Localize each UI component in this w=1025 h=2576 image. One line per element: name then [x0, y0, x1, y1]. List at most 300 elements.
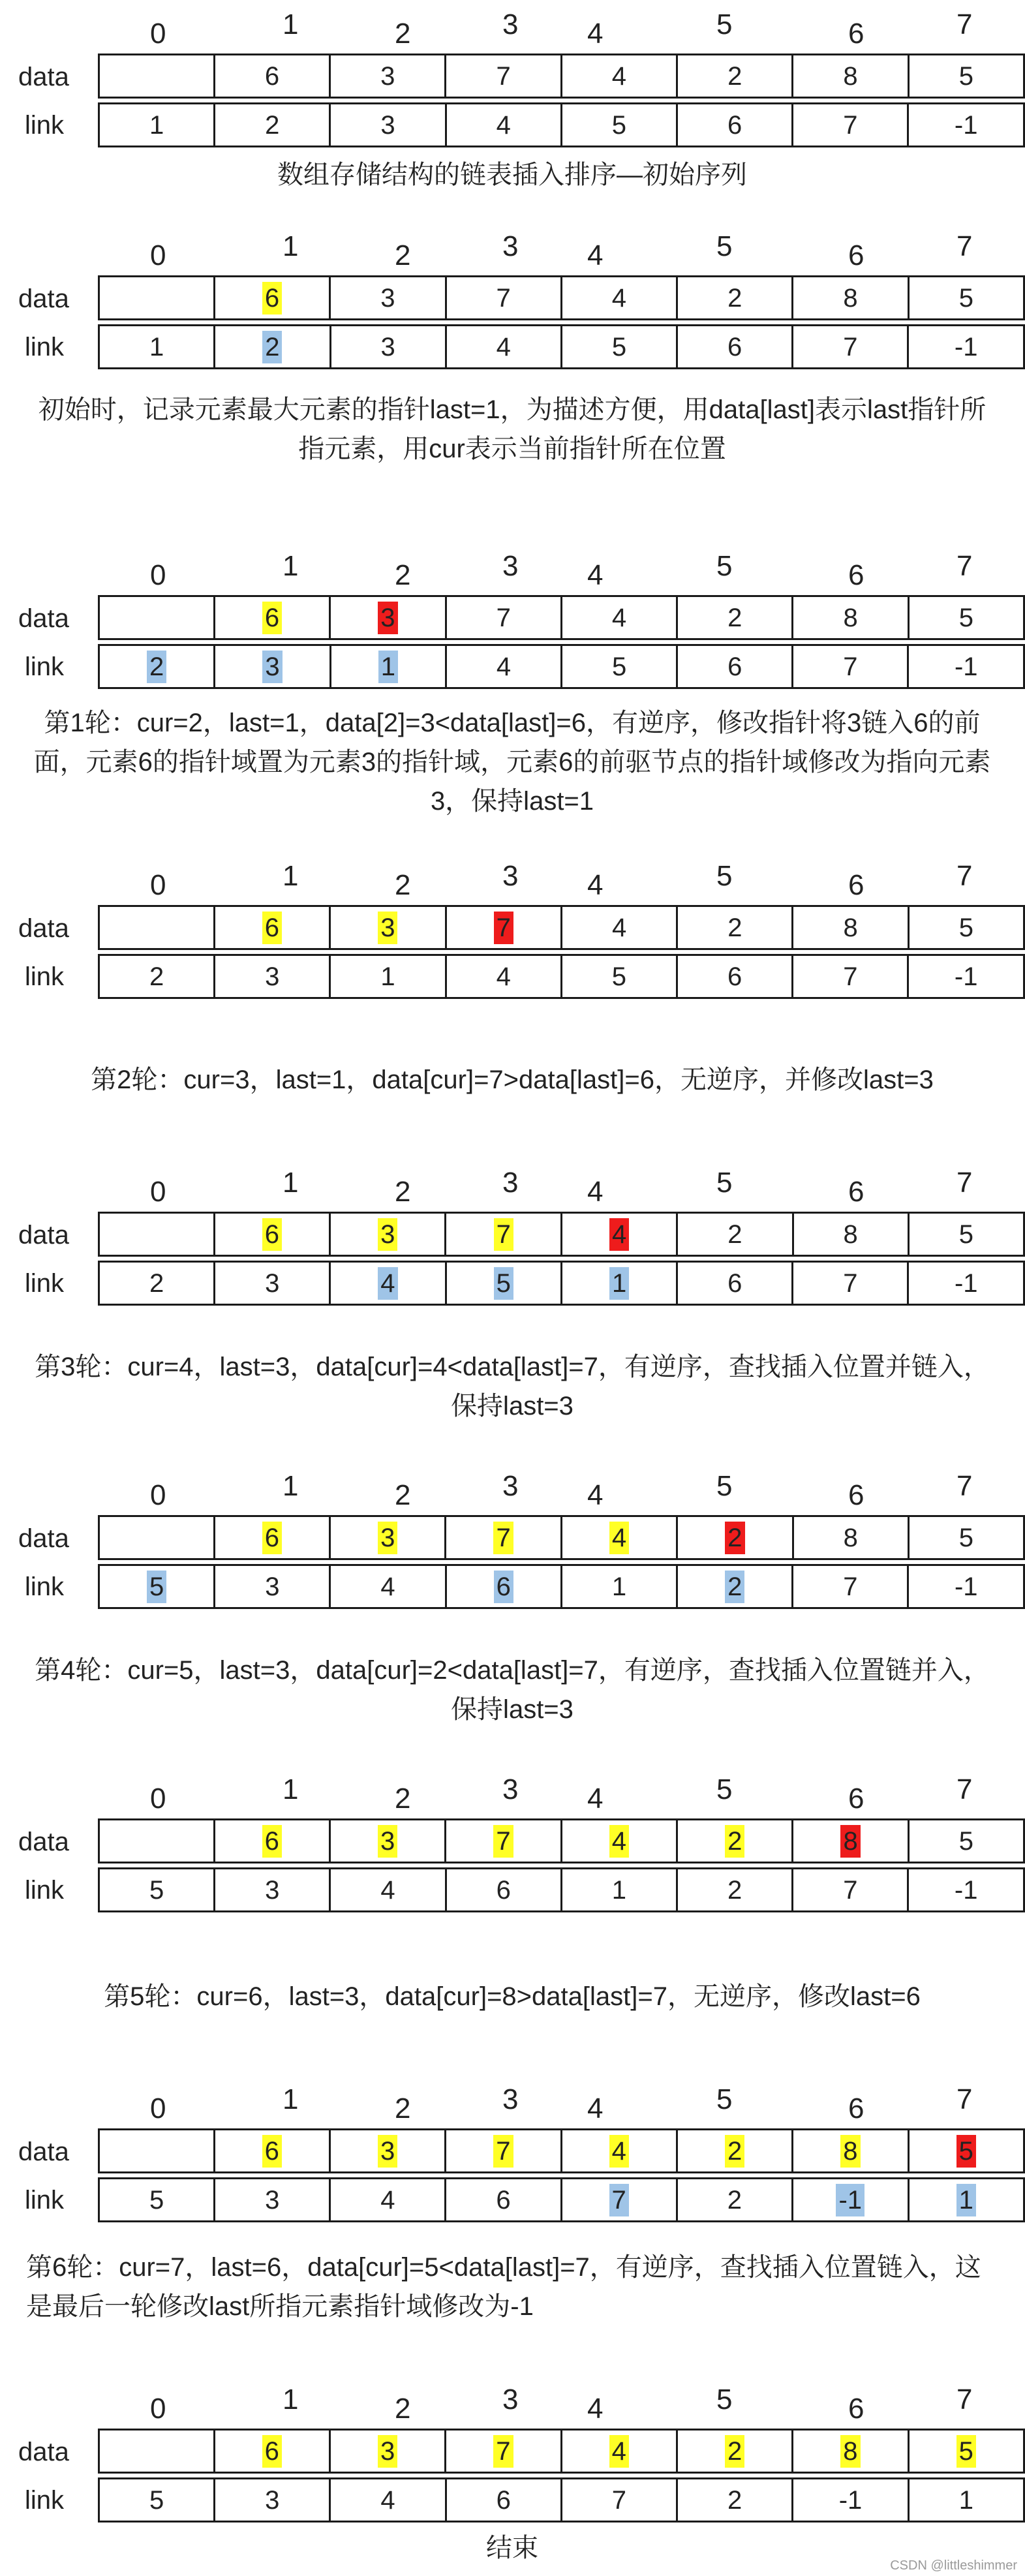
data-value: 5 [958, 1219, 973, 1249]
data-cell [908, 1213, 1024, 1256]
data-value: 6 [262, 602, 282, 634]
index-label-5: 5 [716, 1470, 733, 1502]
link-value: 7 [843, 332, 858, 361]
watermark: CSDN @littleshimmer [890, 2558, 1017, 2573]
data-cell [99, 277, 215, 320]
data-value: 5 [958, 61, 973, 91]
index-label-5: 5 [716, 860, 733, 892]
data-cell [330, 1516, 446, 1559]
index-label-5: 5 [716, 230, 733, 262]
data-cell [99, 55, 215, 98]
link-cell [99, 2479, 215, 2522]
link-cell [793, 104, 908, 147]
index-label-0: 0 [150, 1783, 166, 1815]
index-label-3: 3 [502, 8, 519, 40]
data-cell [908, 55, 1024, 98]
data-cell [99, 1820, 215, 1863]
data-cell [446, 1516, 561, 1559]
step-6 [0, 1765, 1025, 1905]
row-label-link: link [25, 111, 65, 140]
link-array [98, 1867, 1025, 1912]
data-value: 4 [609, 1218, 629, 1251]
link-value: 6 [727, 652, 742, 681]
index-label-6: 6 [848, 559, 864, 591]
data-value: 2 [727, 1219, 742, 1249]
link-value: 5 [611, 110, 627, 140]
index-label-5: 5 [716, 2384, 733, 2415]
link-value: 4 [378, 1267, 397, 1300]
data-cell [677, 1516, 793, 1559]
link-value: 3 [265, 962, 280, 991]
step-caption: 第6轮：cur=7，last=6，data[cur]=5<data[last]=7，有逆序，查找插入位置链入，这是最后一轮修改last所指元素指针域修改为-1 [26, 2253, 981, 2321]
link-value: 4 [496, 652, 512, 681]
index-label-0: 0 [150, 1176, 166, 1208]
data-cell [330, 596, 446, 639]
link-value: 7 [609, 2184, 629, 2216]
link-cell [99, 326, 215, 369]
link-value: 6 [496, 2185, 511, 2215]
link-value: 2 [727, 2185, 742, 2215]
link-value: 2 [725, 1571, 744, 1603]
link-cell [677, 1869, 793, 1912]
data-value: 2 [725, 1825, 744, 1858]
link-value: -1 [838, 2485, 863, 2515]
link-cell [446, 2179, 561, 2222]
index-label-4: 4 [587, 1176, 604, 1208]
link-array [98, 2177, 1025, 2222]
link-value: 6 [496, 1875, 511, 1905]
step-caption: 第4轮：cur=5，last=3，data[cur]=2<data[last]=7，有逆序，查找插入位置链并入，保持last=3 [35, 1656, 990, 1724]
index-label-1: 1 [283, 1773, 299, 1805]
data-value: 8 [840, 2135, 860, 2168]
index-label-1: 1 [283, 550, 299, 582]
step-8 [0, 2375, 1025, 2515]
index-label-3: 3 [502, 2384, 519, 2415]
index-label-7: 7 [956, 860, 973, 892]
link-cell [99, 1262, 215, 1305]
step-4 [0, 1158, 1025, 1298]
link-cell [561, 1869, 677, 1912]
link-cell [908, 1869, 1024, 1912]
data-value: 5 [958, 1523, 974, 1552]
link-value: 6 [727, 110, 742, 140]
data-value: 4 [611, 283, 627, 313]
step-1 [0, 222, 1025, 361]
link-cell [215, 104, 330, 147]
row-label-link: link [25, 1572, 65, 1601]
link-cell [908, 955, 1024, 998]
index-label-6: 6 [848, 18, 864, 50]
data-value: 6 [264, 61, 280, 91]
data-value: 3 [380, 283, 395, 313]
data-cell [330, 906, 446, 949]
step-caption: 第2轮：cur=3，last=1，data[cur]=7>data[last]=6，无逆序，并修改last=3 [91, 1066, 934, 1094]
data-value: 8 [840, 1825, 860, 1858]
data-value: 7 [494, 912, 513, 944]
data-value: 8 [843, 913, 858, 942]
link-cell [215, 645, 330, 688]
data-cell [677, 596, 793, 639]
data-value: 4 [609, 1825, 629, 1858]
data-cell [214, 1820, 329, 1863]
data-cell [562, 906, 677, 949]
link-value: 7 [611, 2485, 627, 2515]
data-value: 6 [262, 1218, 282, 1251]
row-label-link: link [25, 2186, 65, 2215]
data-value: 4 [611, 603, 627, 632]
link-cell [793, 645, 908, 688]
data-cell [908, 277, 1024, 320]
data-value: 2 [727, 913, 742, 942]
data-array [98, 2429, 1025, 2474]
index-label-4: 4 [587, 559, 604, 591]
data-value: 6 [262, 2135, 282, 2168]
step-0 [0, 0, 1025, 140]
link-value: 6 [494, 1571, 513, 1603]
data-value: 6 [262, 912, 282, 944]
data-cell [446, 55, 561, 98]
index-label-5: 5 [716, 2083, 733, 2115]
link-value: 5 [494, 1267, 513, 1300]
link-value: -1 [954, 332, 978, 361]
data-value: 4 [611, 61, 626, 91]
data-cell [561, 1820, 677, 1863]
link-cell [793, 955, 908, 998]
data-cell [99, 1213, 215, 1256]
link-value: 4 [496, 962, 511, 991]
link-cell [561, 104, 677, 147]
row-label-data: data [18, 2138, 69, 2166]
index-label-1: 1 [283, 1167, 299, 1199]
data-cell [446, 596, 561, 639]
link-cell [561, 2479, 677, 2522]
data-value: 7 [493, 2135, 513, 2168]
link-value: 6 [727, 332, 742, 361]
data-cell [793, 1516, 908, 1559]
data-cell [330, 1213, 446, 1256]
data-cell [793, 596, 908, 639]
step-caption: 结束 [486, 2534, 538, 2562]
data-value: 3 [378, 912, 397, 944]
step-caption: 第1轮：cur=2，last=1，data[2]=3<data[last]=6，有逆序，修改指针将3链入6的前面，元素6的指针域置为元素3的指针域，元素6的前驱节点的指针域修改为指向元素3，保持last=1 [33, 709, 991, 816]
index-label-6: 6 [848, 1176, 864, 1208]
link-cell [908, 326, 1024, 369]
data-cell [677, 906, 793, 949]
link-value: 1 [956, 2184, 976, 2216]
link-value: 7 [843, 1572, 858, 1601]
data-array [98, 905, 1025, 950]
data-cell [793, 906, 908, 949]
link-value: 4 [380, 2185, 395, 2215]
data-value: 5 [958, 283, 973, 313]
link-array [98, 1564, 1025, 1609]
row-label-data: data [18, 914, 69, 943]
link-cell [330, 1262, 446, 1305]
link-value: 3 [265, 2485, 280, 2515]
link-value: 5 [149, 1875, 164, 1905]
link-value: 7 [843, 110, 858, 140]
index-label-4: 4 [587, 18, 604, 50]
step-caption: 数组存储结构的链表插入排序—初始序列 [277, 161, 747, 189]
link-cell [446, 1869, 561, 1912]
data-cell [677, 277, 793, 320]
link-cell [99, 104, 215, 147]
row-label-data: data [18, 63, 69, 91]
link-cell [561, 2179, 677, 2222]
link-cell [215, 1262, 330, 1305]
data-value: 3 [378, 2135, 397, 2168]
index-label-7: 7 [956, 2384, 973, 2415]
link-cell [330, 645, 446, 688]
link-cell [446, 1565, 561, 1608]
data-cell [793, 1820, 908, 1863]
data-value: 2 [727, 61, 742, 91]
data-array [98, 1212, 1025, 1257]
data-cell [561, 1213, 677, 1256]
data-cell [329, 2130, 445, 2173]
link-value: 2 [147, 651, 166, 683]
data-value: 3 [378, 602, 397, 634]
data-value: 2 [725, 2435, 744, 2468]
data-value: 8 [843, 603, 858, 632]
link-value: -1 [954, 652, 978, 681]
data-cell [908, 596, 1024, 639]
data-cell [329, 2430, 445, 2473]
link-cell [677, 645, 793, 688]
data-cell [214, 2130, 329, 2173]
data-cell [446, 1820, 561, 1863]
data-value: 3 [378, 1218, 397, 1251]
link-cell [99, 645, 215, 688]
link-value: 7 [843, 1268, 858, 1298]
data-cell [330, 277, 446, 320]
link-cell [561, 955, 677, 998]
link-cell [446, 2479, 561, 2522]
index-label-4: 4 [587, 1783, 604, 1815]
index-label-1: 1 [283, 8, 299, 40]
step-7 [0, 2075, 1025, 2215]
link-value: -1 [954, 1875, 978, 1905]
index-label-0: 0 [150, 239, 166, 271]
index-label-5: 5 [716, 8, 733, 40]
data-cell [446, 1213, 561, 1256]
link-value: -1 [954, 1572, 978, 1601]
link-cell [908, 1565, 1024, 1608]
data-value: 6 [262, 1522, 282, 1554]
link-array [98, 102, 1025, 147]
link-cell [99, 1869, 215, 1912]
data-value: 7 [496, 61, 511, 91]
data-cell [561, 596, 677, 639]
index-label-0: 0 [150, 1479, 166, 1511]
link-value: -1 [836, 2184, 864, 2216]
index-label-7: 7 [956, 8, 973, 40]
index-label-6: 6 [848, 1479, 864, 1511]
link-cell [908, 1262, 1024, 1305]
data-array [98, 595, 1025, 640]
link-cell [908, 2179, 1024, 2222]
link-cell [677, 1262, 793, 1305]
index-label-2: 2 [395, 1479, 411, 1511]
data-cell [677, 1820, 793, 1863]
data-value: 7 [493, 1825, 513, 1858]
link-cell [446, 326, 561, 369]
index-label-4: 4 [587, 1479, 604, 1511]
index-label-1: 1 [283, 2083, 299, 2115]
link-cell [562, 645, 677, 688]
link-cell [446, 955, 561, 998]
link-value: 5 [149, 2485, 164, 2515]
link-value: 2 [265, 110, 280, 140]
step-5 [0, 1462, 1025, 1601]
data-cell [99, 1516, 215, 1559]
link-value: 2 [262, 331, 282, 363]
index-label-1: 1 [283, 2384, 299, 2415]
step-caption: 第3轮：cur=4，last=3，data[cur]=4<data[last]=7，有逆序，查找插入位置并链入，保持last=3 [35, 1353, 990, 1420]
data-cell [214, 277, 329, 320]
link-value: 4 [496, 110, 511, 140]
link-cell [99, 1565, 215, 1608]
link-array [98, 324, 1025, 369]
index-label-2: 2 [395, 2393, 411, 2425]
link-cell [677, 2479, 793, 2522]
row-label-link: link [25, 652, 65, 681]
data-cell [908, 2130, 1024, 2173]
link-value: 7 [843, 962, 858, 991]
row-label-data: data [18, 1524, 69, 1553]
data-cell [561, 2130, 677, 2173]
link-cell [908, 645, 1024, 688]
index-label-6: 6 [848, 1783, 864, 1815]
index-label-3: 3 [502, 550, 519, 582]
index-label-7: 7 [956, 230, 973, 262]
link-value: 1 [380, 962, 395, 991]
link-cell [330, 1869, 446, 1912]
data-value: 3 [378, 1825, 397, 1858]
index-label-0: 0 [150, 2393, 166, 2425]
link-cell [215, 326, 330, 369]
index-label-0: 0 [150, 869, 166, 901]
link-cell [561, 326, 677, 369]
row-label-data: data [18, 2438, 69, 2466]
link-cell [99, 2179, 215, 2222]
link-cell [330, 104, 446, 147]
row-label-link: link [25, 962, 65, 991]
data-value: 5 [956, 2135, 976, 2168]
link-cell [677, 1565, 793, 1608]
data-value: 4 [609, 2435, 629, 2468]
link-cell [793, 1869, 908, 1912]
data-cell [99, 906, 215, 949]
data-cell [677, 2430, 792, 2473]
data-cell [446, 277, 561, 320]
link-value: 1 [611, 1875, 627, 1905]
row-label-link: link [25, 333, 65, 361]
data-cell [561, 55, 677, 98]
link-value: 2 [727, 2485, 742, 2515]
data-cell [214, 1213, 329, 1256]
index-label-4: 4 [587, 869, 604, 901]
data-value: 7 [496, 603, 511, 632]
data-array [98, 1818, 1025, 1863]
link-value: 4 [380, 2485, 395, 2515]
data-cell [214, 1516, 329, 1559]
link-cell [215, 2179, 330, 2222]
index-label-0: 0 [150, 18, 166, 50]
step-2 [0, 542, 1025, 681]
link-value: 6 [727, 1268, 742, 1298]
index-label-4: 4 [587, 2093, 604, 2124]
data-value: 2 [727, 603, 742, 632]
data-cell [561, 1516, 677, 1559]
data-cell [329, 1820, 445, 1863]
link-value: 3 [380, 332, 395, 361]
data-value: 7 [494, 1218, 513, 1251]
index-label-1: 1 [283, 230, 299, 262]
row-label-data: data [18, 604, 69, 633]
link-value: 4 [380, 1875, 395, 1905]
data-cell [99, 2130, 215, 2173]
data-cell [908, 2430, 1024, 2473]
data-value: 3 [378, 2435, 397, 2468]
index-label-7: 7 [956, 550, 973, 582]
data-value: 4 [612, 913, 627, 942]
data-value: 3 [380, 61, 395, 91]
index-label-7: 7 [956, 1167, 973, 1199]
data-cell [908, 1516, 1024, 1559]
link-cell [793, 326, 908, 369]
index-label-0: 0 [150, 2093, 166, 2124]
step-caption: 初始时，记录元素最大元素的指针last=1，为描述方便，用data[last]表示last指针所指元素，用cur表示当前指针所在位置 [38, 395, 987, 463]
data-value: 2 [727, 283, 742, 313]
link-cell [677, 955, 793, 998]
index-label-4: 4 [587, 2393, 604, 2425]
row-label-link: link [25, 1876, 65, 1905]
data-cell [99, 2430, 215, 2473]
link-cell [330, 2479, 446, 2522]
link-value: 5 [149, 2185, 164, 2215]
data-cell [793, 2430, 908, 2473]
link-cell [908, 2479, 1024, 2522]
link-value: 3 [262, 651, 282, 683]
data-array [98, 1515, 1025, 1560]
row-label-data: data [18, 284, 69, 313]
data-cell [908, 906, 1024, 949]
data-value: 4 [609, 2135, 629, 2168]
link-value: 7 [843, 652, 858, 681]
data-cell [561, 2430, 677, 2473]
index-label-6: 6 [848, 2093, 864, 2124]
link-cell [793, 1262, 908, 1305]
data-value: 5 [958, 1826, 973, 1856]
data-value: 6 [262, 1825, 282, 1858]
link-value: 2 [149, 1268, 164, 1298]
data-cell [677, 1213, 793, 1256]
index-label-5: 5 [716, 1167, 733, 1199]
index-label-6: 6 [848, 869, 864, 901]
index-label-0: 0 [150, 559, 166, 591]
link-value: 6 [727, 962, 742, 991]
link-value: 5 [147, 1571, 166, 1603]
data-value: 6 [262, 2435, 282, 2468]
link-cell [330, 326, 446, 369]
data-cell [446, 2130, 561, 2173]
index-label-2: 2 [395, 1783, 411, 1815]
data-array [98, 2128, 1025, 2173]
data-cell [793, 277, 908, 320]
index-label-7: 7 [956, 1773, 973, 1805]
data-value: 8 [840, 2435, 860, 2468]
